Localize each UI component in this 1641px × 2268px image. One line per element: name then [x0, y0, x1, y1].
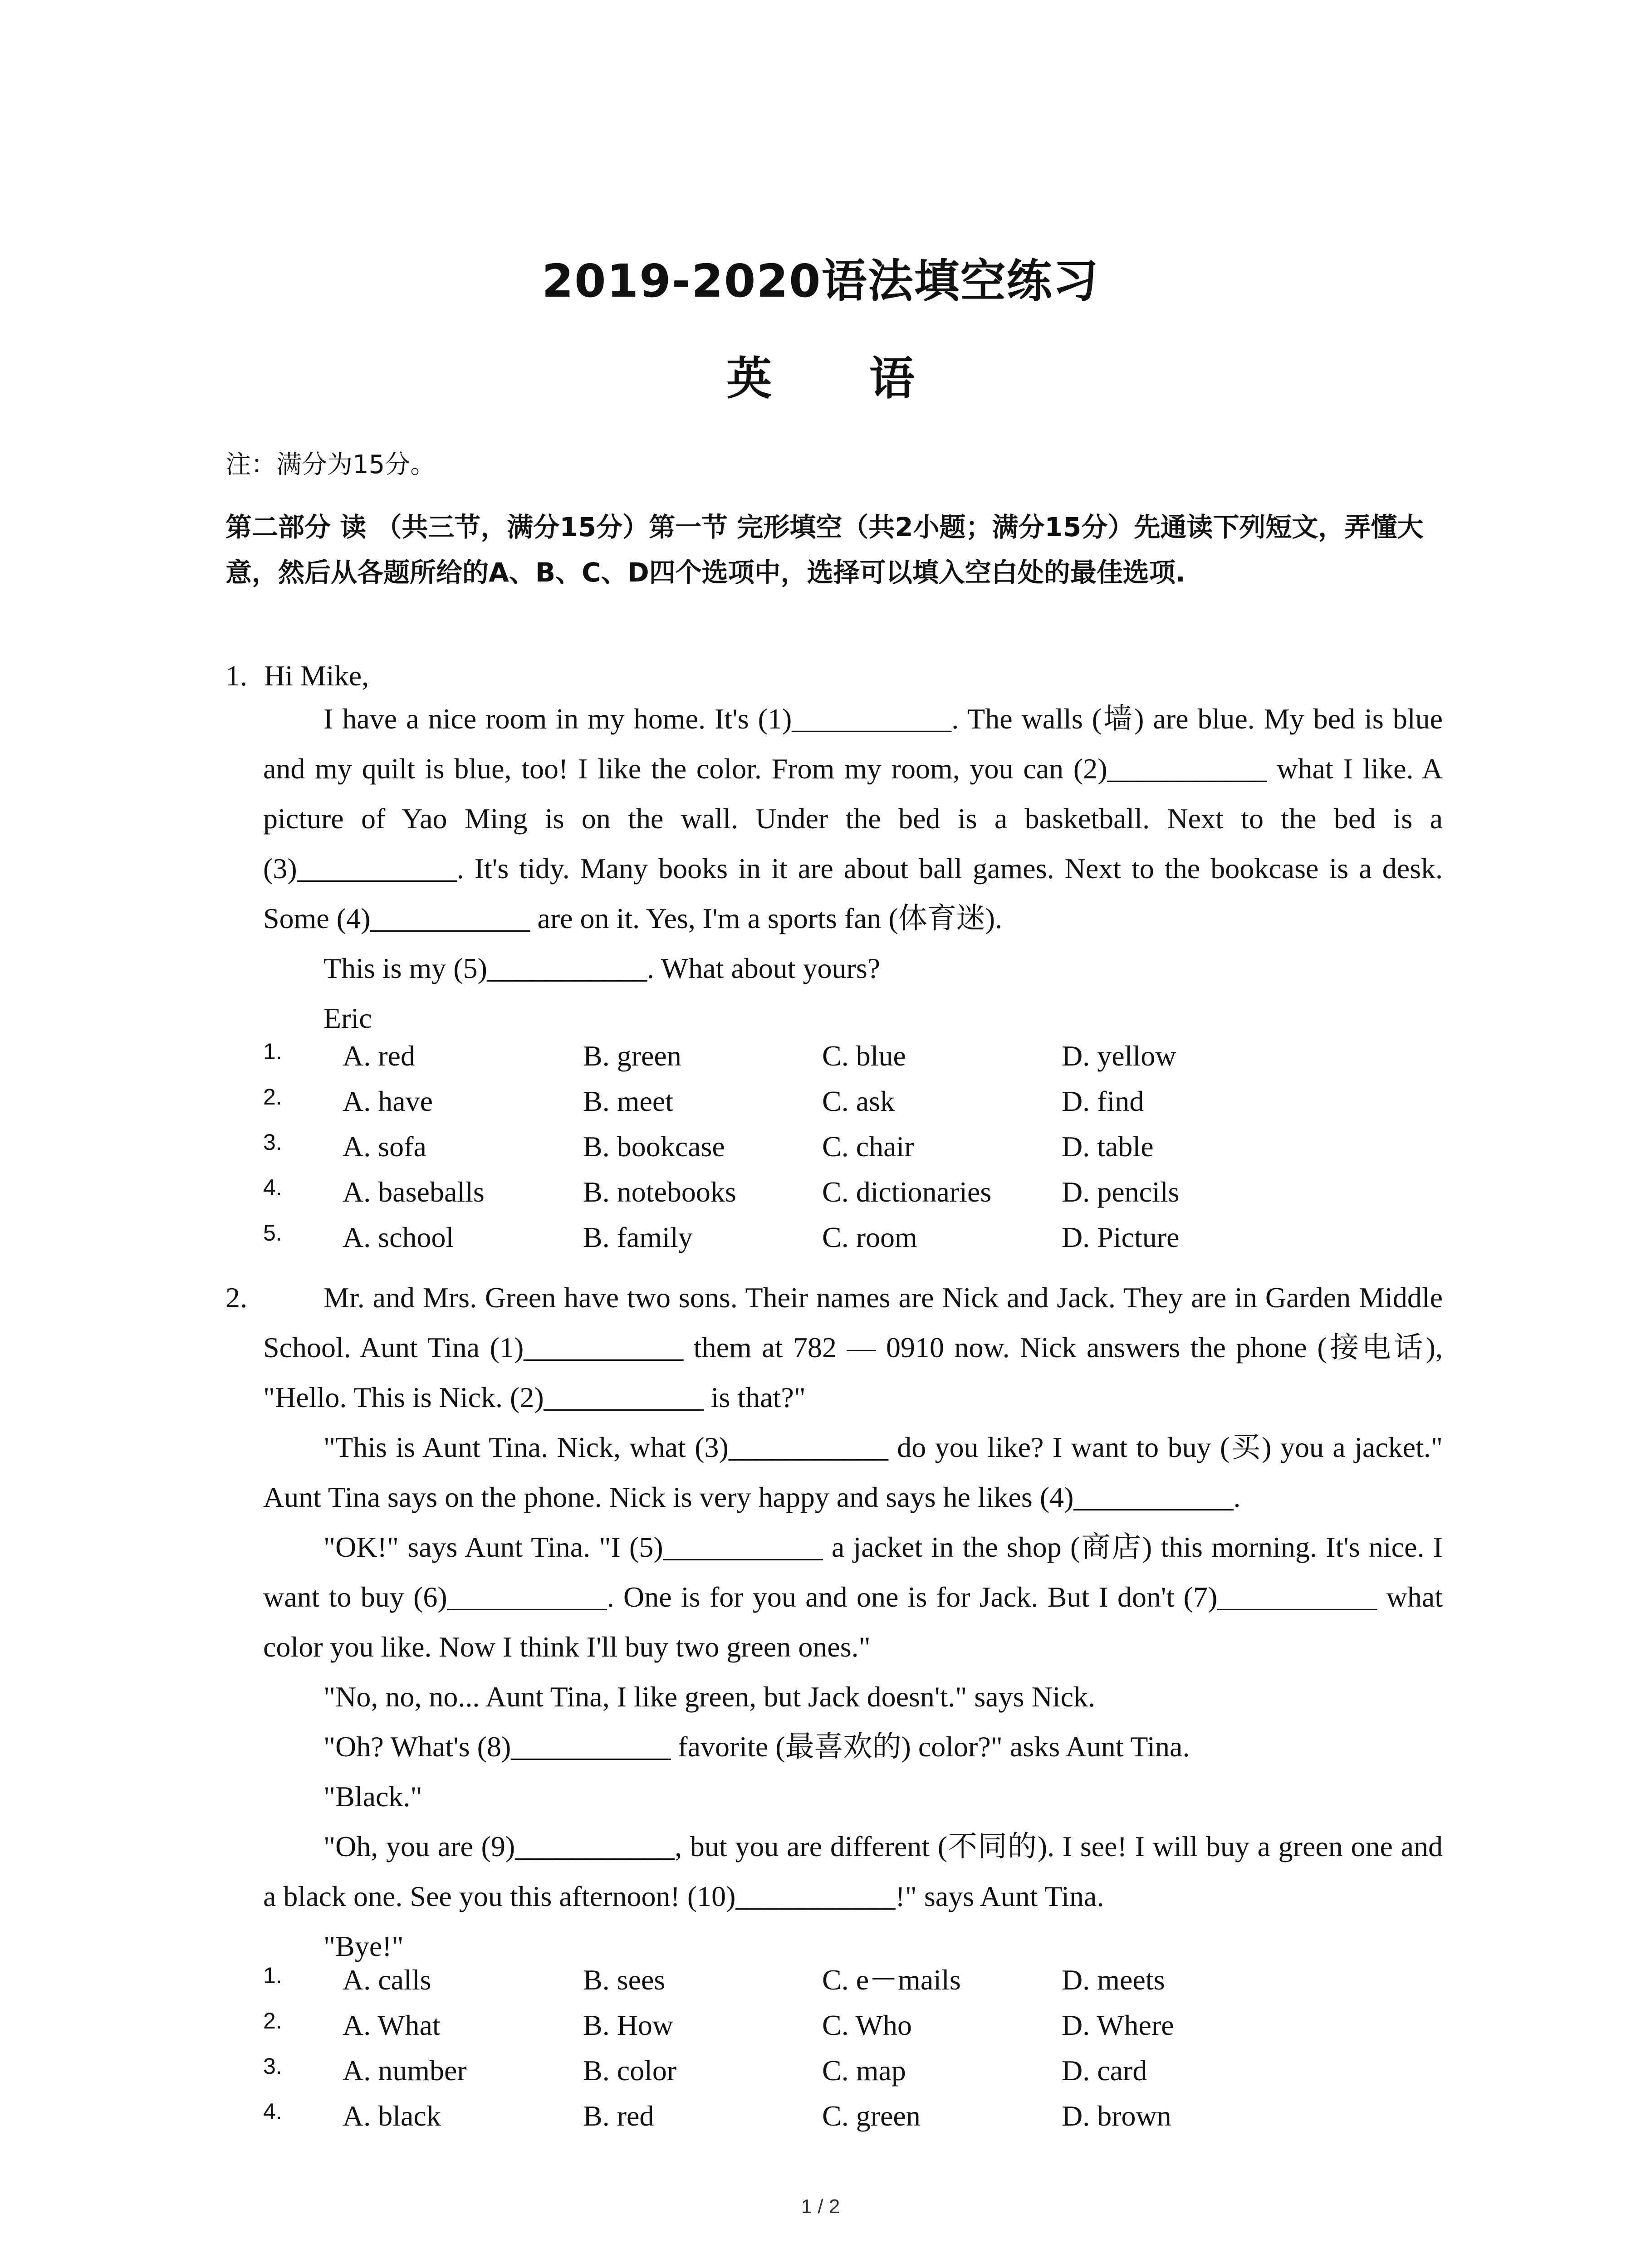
option-a: A. What: [343, 2009, 441, 2041]
page-title: 2019-2020语法填空练习: [542, 254, 1099, 308]
option-number: 1.: [263, 1039, 282, 1064]
option-c: C. dictionaries: [822, 1176, 992, 1208]
option-row: [263, 1124, 1397, 1169]
subject-heading: 英 语: [726, 352, 955, 405]
option-a: A. baseballs: [343, 1176, 485, 1208]
option-c: C. Who: [822, 2009, 912, 2041]
passage-paragraph: I have a nice room in my home. It's (1)___________. The walls (墙) are blue. My bed is blue and my quilt is blue, too! I like the color. From my room, you can (2)___________ what I like. A picture of Yao Ming is on the wall. Under the bed is a basketball. Next to the bed is a (3)___________. It's tidy. Many books in it are about ball games. Next to the bookcase is a desk. Some (4)___________ are on it. Yes, I'm a sports fan (体育迷).: [263, 703, 1443, 934]
option-d: D. find: [1062, 1085, 1144, 1117]
section-instructions: 第二部分 读 （共三节，满分15分）第一节 完形填空（共2小题；满分15分）先通读下列短文，弄懂大意，然后从各题所给的A、B、C、D四个选项中，选择可以填入空白处的最佳选项.: [225, 512, 1424, 588]
option-number: 3.: [263, 2053, 282, 2079]
option-d: D. yellow: [1062, 1040, 1176, 1072]
option-b: B. meet: [583, 1085, 674, 1117]
passage-paragraph: "Oh, you are (9)___________, but you are different (不同的). I see! I will buy a green one and a black one. See you this afternoon! (10)___________!" says Aunt Tina.: [263, 1830, 1443, 1912]
option-c: C. room: [822, 1221, 917, 1253]
option-number: 4.: [263, 1175, 282, 1200]
option-d: D. table: [1062, 1130, 1154, 1163]
option-row: [263, 1957, 1397, 2003]
option-d: D. Where: [1062, 2009, 1174, 2041]
option-b: B. sees: [583, 1964, 666, 1996]
score-note: 注：满分为15分。: [225, 450, 436, 479]
option-number: 4.: [263, 2099, 282, 2124]
question-2-passage: [263, 1273, 1443, 1971]
question-1-passage: [263, 694, 1443, 1043]
option-c: C. blue: [822, 1040, 906, 1072]
option-b: B. family: [583, 1221, 693, 1253]
option-d: D. pencils: [1062, 1176, 1180, 1208]
passage-paragraph: Mr. and Mrs. Green have two sons. Their names are Nick and Jack. They are in Garden Middle School. Aunt Tina (1)___________ them at 782 — 0910 now. Nick answers the phone (接电话), "Hello. This is Nick. (2)___________ is that?": [263, 1281, 1443, 1413]
passage-paragraph: "Bye!": [323, 1930, 404, 1962]
option-a: A. have: [343, 1085, 433, 1117]
option-a: A. school: [343, 1221, 454, 1253]
option-row: [263, 1169, 1397, 1215]
option-a: A. sofa: [343, 1130, 426, 1163]
option-b: B. How: [583, 2009, 674, 2041]
question-2-number: 2.: [225, 1281, 247, 1314]
option-a: A. red: [343, 1040, 415, 1072]
option-d: D. meets: [1062, 1964, 1165, 1996]
letter-signature: Eric: [323, 1002, 372, 1034]
option-row: [263, 1033, 1397, 1079]
passage-paragraph: "OK!" says Aunt Tina. "I (5)___________ a jacket in the shop (商店) this morning. It's nice. I want to buy (6)___________. One is for you and one is for Jack. But I don't (7)___________ what color you like. Now I think I'll buy two green ones.": [263, 1531, 1443, 1663]
option-b: B. red: [583, 2100, 654, 2132]
option-row: [263, 1215, 1397, 1260]
option-d: D. card: [1062, 2054, 1147, 2087]
passage-paragraph: "No, no, no... Aunt Tina, I like green, but Jack doesn't." says Nick.: [323, 1681, 1095, 1713]
option-c: C. green: [822, 2100, 921, 2132]
option-d: D. Picture: [1062, 1221, 1180, 1253]
option-a: A. calls: [343, 1964, 431, 1996]
option-a: A. number: [343, 2054, 467, 2087]
option-row: [263, 2093, 1397, 2139]
passage-paragraph: "This is Aunt Tina. Nick, what (3)___________ do you like? I want to buy (买) you a jacket." Aunt Tina says on the phone. Nick is very happy and says he likes (4)___________.: [263, 1431, 1443, 1513]
page-number: 1 / 2: [801, 2195, 840, 2218]
option-row: [263, 2048, 1397, 2093]
option-c: C. chair: [822, 1130, 914, 1163]
letter-greeting: Hi Mike,: [264, 660, 369, 692]
option-b: B. green: [583, 1040, 681, 1072]
option-b: B. bookcase: [583, 1130, 725, 1163]
option-row: [263, 2003, 1397, 2048]
passage-paragraph: This is my (5)___________. What about yours?: [323, 952, 881, 984]
question-1-header: [225, 653, 369, 699]
question-2-options: [263, 1957, 1397, 2139]
option-row: [263, 1079, 1397, 1124]
option-c: C. ask: [822, 1085, 895, 1117]
option-d: D. brown: [1062, 2100, 1171, 2132]
passage-paragraph: "Black.": [323, 1780, 422, 1813]
question-1-number: 1.: [225, 660, 247, 692]
option-number: 1.: [263, 1963, 282, 1988]
option-number: 5.: [263, 1220, 282, 1246]
option-a: A. black: [343, 2100, 441, 2132]
option-number: 3.: [263, 1129, 282, 1155]
question-1-options: [263, 1033, 1397, 1260]
option-b: B. color: [583, 2054, 677, 2087]
passage-paragraph: "Oh? What's (8)___________ favorite (最喜欢的) color?" asks Aunt Tina.: [323, 1730, 1190, 1763]
option-c: C. map: [822, 2054, 906, 2087]
option-number: 2.: [263, 1084, 282, 1110]
option-c: C. e－mails: [822, 1964, 961, 1996]
option-b: B. notebooks: [583, 1176, 736, 1208]
option-number: 2.: [263, 2008, 282, 2033]
